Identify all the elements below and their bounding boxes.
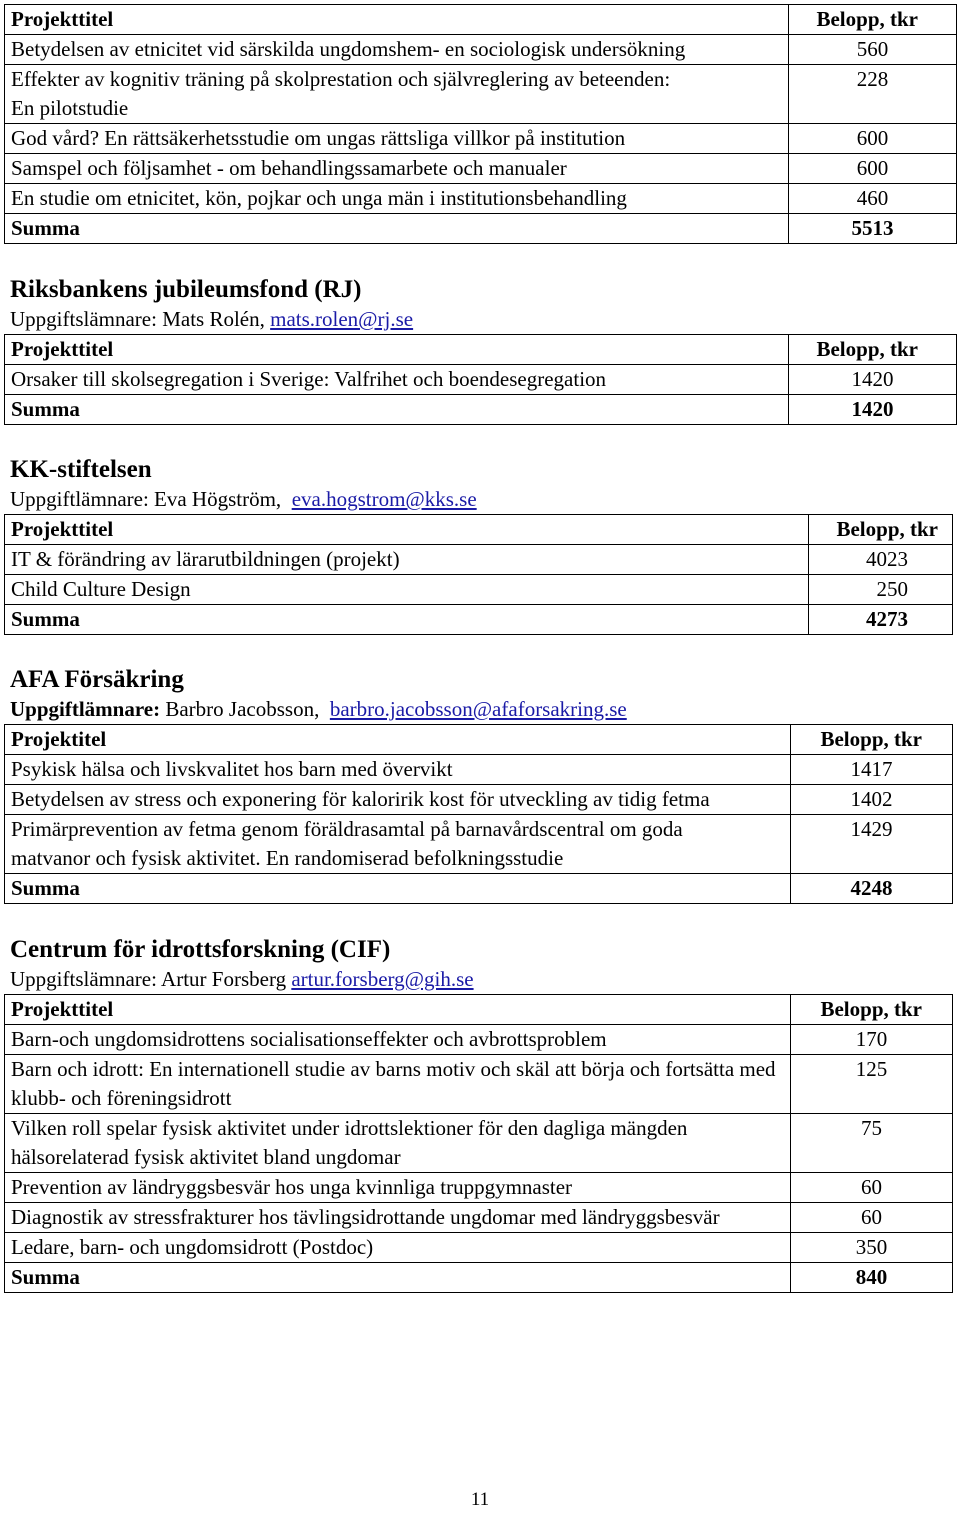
table-row (5, 184, 957, 214)
table-row (5, 1114, 953, 1173)
col-amount-header: Belopp, tkr (791, 725, 953, 755)
project-title: Samspel och följsamhet - om behandlingssamarbete och manualer (5, 154, 789, 184)
projects-table-rj (4, 334, 957, 425)
table-header-row (5, 995, 953, 1025)
project-amount: 600 (789, 124, 957, 154)
project-title: Psykisk hälsa och livskvalitet hos barn med övervikt (5, 755, 791, 785)
project-amount: 600 (789, 154, 957, 184)
project-title: Ledare, barn- och ungdomsidrott (Postdoc) (5, 1233, 791, 1263)
projects-table-afa (4, 724, 953, 904)
sum-label: Summa (5, 605, 809, 635)
project-amount: 60 (791, 1203, 953, 1233)
projects-table-cif (4, 994, 953, 1293)
col-title-header: Projekttitel (5, 515, 809, 545)
table-row (5, 1025, 953, 1055)
project-title: God vård? En rättsäkerhetsstudie om ungas rättsliga villkor på institution (5, 124, 789, 154)
col-title-header: Projekttitel (5, 5, 789, 35)
project-amount: 560 (789, 35, 957, 65)
col-title-header: Projektitel (5, 725, 791, 755)
project-amount: 4023 (809, 545, 953, 575)
table-header-row (5, 515, 953, 545)
table-row (5, 1233, 953, 1263)
table-header-row (5, 725, 953, 755)
table-row (5, 365, 957, 395)
section-heading-afa: AFA Försäkring (10, 666, 184, 693)
project-title: Child Culture Design (5, 575, 809, 605)
project-amount: 460 (789, 184, 957, 214)
project-title: Betydelsen av etnicitet vid särskilda ungdomshem- en sociologisk undersökning (5, 35, 789, 65)
sum-row (5, 395, 957, 425)
col-title-header: Projekttitel (5, 335, 789, 365)
table-row (5, 545, 953, 575)
projects-table-kk (4, 514, 953, 635)
table-header-row (5, 335, 957, 365)
project-title: Vilken roll spelar fysisk aktivitet under idrottslektioner för den dagliga mängden hälsorelaterad fysisk aktivitet bland ungdomar (5, 1114, 791, 1173)
contact-email-link[interactable]: artur.forsberg@gih.se (291, 967, 474, 991)
table-row (5, 154, 957, 184)
page-number: 11 (470, 1489, 490, 1510)
table-row (5, 65, 957, 124)
sum-value: 4248 (791, 874, 953, 904)
project-amount: 250 (809, 575, 953, 605)
project-amount: 1420 (789, 365, 957, 395)
contact-line-rj (10, 305, 956, 334)
project-amount: 1402 (791, 785, 953, 815)
sum-row (5, 1263, 953, 1293)
document-body (4, 4, 956, 1293)
contact-label: Uppgiftlämnare: Eva Högström, (10, 487, 282, 511)
contact-line-kk (10, 485, 956, 514)
col-title-header: Projekttitel (5, 995, 791, 1025)
project-title: Betydelsen av stress och exponering för kaloririk kost för utveckling av tidig fetma (5, 785, 791, 815)
project-amount: 228 (789, 65, 957, 124)
project-amount: 125 (791, 1055, 953, 1114)
project-title: IT & förändring av lärarutbildningen (projekt) (5, 545, 809, 575)
col-amount-header: Belopp, tkr (809, 515, 953, 545)
contact-label: Uppgiftslämnare: Mats Rolén, (10, 307, 265, 331)
project-title: Prevention av ländryggsbesvär hos unga kvinnliga truppgymnaster (5, 1173, 791, 1203)
table-row (5, 575, 953, 605)
project-title: Primärprevention av fetma genom föräldrasamtal på barnavårdscentral om goda matvanor och fysisk aktivitet. En randomiserad befolkningsstudie (5, 815, 791, 874)
project-title: Diagnostik av stressfrakturer hos tävlingsidrottande ungdomar med ländryggsbesvär (5, 1203, 791, 1233)
sum-row (5, 605, 953, 635)
contact-email-link[interactable]: mats.rolen@rj.se (270, 307, 414, 331)
section-heading-kk: KK-stiftelsen (10, 456, 152, 483)
project-amount: 75 (791, 1114, 953, 1173)
sum-label: Summa (5, 874, 791, 904)
sum-label: Summa (5, 395, 789, 425)
project-amount: 1417 (791, 755, 953, 785)
projects-table-1 (4, 4, 957, 244)
table-header-row (5, 5, 957, 35)
table-row (5, 35, 957, 65)
col-amount-header: Belopp, tkr (791, 995, 953, 1025)
table-row (5, 1055, 953, 1114)
contact-line-cif (10, 965, 956, 994)
sum-value: 1420 (789, 395, 957, 425)
table-row (5, 755, 953, 785)
project-amount: 60 (791, 1173, 953, 1203)
table-row (5, 1203, 953, 1233)
project-amount: 350 (791, 1233, 953, 1263)
sum-row (5, 874, 953, 904)
contact-line-afa (10, 695, 956, 724)
contact-email-link[interactable]: barbro.jacobsson@afaforsakring.se (329, 697, 627, 721)
sum-row (5, 214, 957, 244)
project-amount: 170 (791, 1025, 953, 1055)
sum-value: 840 (791, 1263, 953, 1293)
contact-label: Barbro Jacobsson, (165, 697, 320, 721)
section-heading-cif: Centrum för idrottsforskning (CIF) (10, 936, 391, 963)
sum-value: 4273 (809, 605, 953, 635)
project-title: Effekter av kognitiv träning på skolprestation och självreglering av beteenden: En pilotstudie (5, 65, 789, 124)
table-row (5, 124, 957, 154)
table-row (5, 815, 953, 874)
col-amount-header: Belopp, tkr (789, 335, 957, 365)
sum-label: Summa (5, 214, 789, 244)
sum-label: Summa (5, 1263, 791, 1293)
col-amount-header: Belopp, tkr (789, 5, 957, 35)
project-title: Orsaker till skolsegregation i Sverige: Valfrihet och boendesegregation (5, 365, 789, 395)
table-row (5, 1173, 953, 1203)
contact-bold-label: Uppgiftlämnare: (10, 697, 161, 721)
project-title: En studie om etnicitet, kön, pojkar och unga män i institutionsbehandling (5, 184, 789, 214)
project-title: Barn-och ungdomsidrottens socialisationseffekter och avbrottsproblem (5, 1025, 791, 1055)
sum-value: 5513 (789, 214, 957, 244)
contact-label: Uppgiftslämnare: Artur Forsberg (10, 967, 287, 991)
section-heading-rj: Riksbankens jubileumsfond (RJ) (10, 276, 362, 303)
contact-email-link[interactable]: eva.hogstrom@kks.se (291, 487, 477, 511)
project-title: Barn och idrott: En internationell studie av barns motiv och skäl att börja och fortsätta med klubb- och föreningsidrott (5, 1055, 791, 1114)
project-amount: 1429 (791, 815, 953, 874)
table-row (5, 785, 953, 815)
